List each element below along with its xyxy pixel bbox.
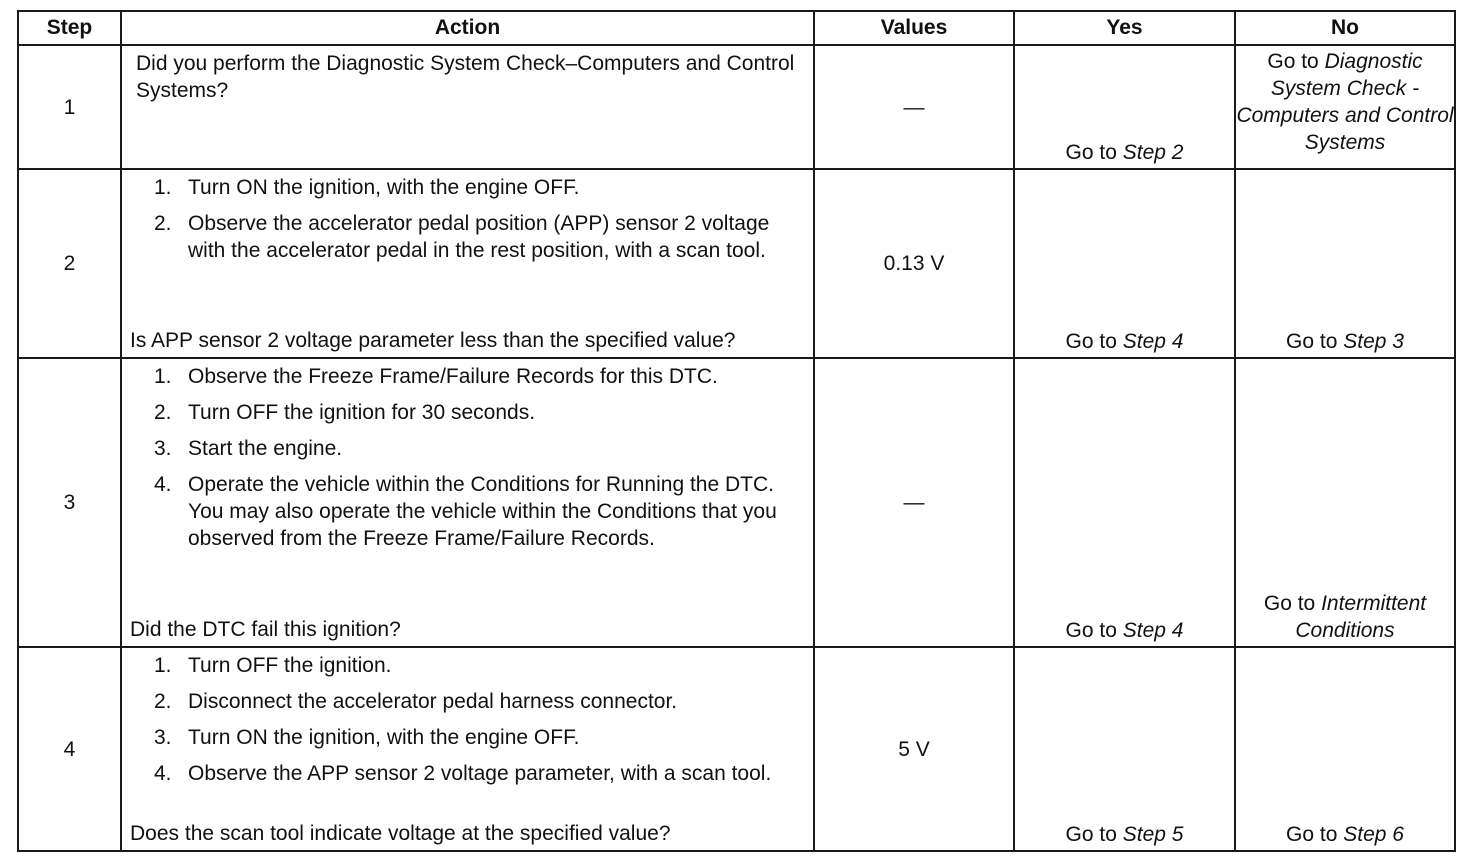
yes-prefix: Go to — [1065, 330, 1117, 353]
yes-link[interactable]: Step 4 — [1122, 619, 1184, 642]
list-item: 2. Turn OFF the ignition for 30 seconds. — [154, 401, 536, 424]
action-question: Does the scan tool indicate voltage at the specified value? — [130, 822, 671, 845]
list-item: 1. Turn ON the ignition, with the engine OFF. — [154, 176, 580, 199]
table-row — [18, 358, 1455, 647]
diagnostic-table — [17, 10, 1456, 852]
value-cell: — — [814, 358, 1014, 647]
header-no: No — [1235, 11, 1455, 45]
no-cell — [1235, 45, 1455, 169]
action-cell — [121, 45, 814, 169]
yes-cell — [1014, 169, 1235, 358]
action-cell — [121, 169, 814, 358]
step-number: 4 — [18, 647, 121, 851]
value-cell: — — [814, 45, 1014, 169]
list-item: 3. Turn ON the ignition, with the engine OFF. — [154, 726, 580, 749]
header-step: Step — [18, 11, 121, 45]
yes-cell — [1014, 358, 1235, 647]
no-prefix: Go to — [1286, 330, 1338, 353]
yes-prefix: Go to — [1065, 823, 1117, 846]
action-steps — [130, 363, 805, 561]
table-row — [18, 45, 1455, 169]
no-link[interactable]: Intermittent Conditions — [1295, 592, 1427, 642]
yes-prefix: Go to — [1065, 619, 1117, 642]
list-item: 1. Observe the Freeze Frame/Failure Records for this DTC. — [154, 365, 718, 388]
no-cell — [1235, 647, 1455, 851]
yes-cell — [1014, 45, 1235, 169]
no-link[interactable]: Step 3 — [1343, 330, 1404, 353]
list-item: 2. Observe the accelerator pedal position (APP) sensor 2 voltage with the accelerator pedal in the rest position, with a scan tool. — [154, 212, 770, 262]
no-prefix: Go to — [1263, 592, 1316, 615]
yes-link[interactable]: Step 5 — [1122, 823, 1184, 846]
yes-link[interactable]: Step 2 — [1122, 141, 1184, 164]
action-steps — [130, 174, 805, 273]
action-question: Is APP sensor 2 voltage parameter less than the specified value? — [130, 329, 736, 352]
list-item: 3. Start the engine. — [154, 437, 343, 460]
action-cell — [121, 647, 814, 851]
value-cell: 0.13 V — [814, 169, 1014, 358]
action-cell — [121, 358, 814, 647]
yes-prefix: Go to — [1065, 141, 1117, 164]
value-cell: 5 V — [814, 647, 1014, 851]
table-row — [18, 169, 1455, 358]
no-prefix: Go to — [1267, 50, 1319, 73]
list-item: 4. Operate the vehicle within the Conditions for Running the DTC. You may also operate the vehicle within the Conditions that you observed from the Freeze Frame/Failure Records. — [154, 473, 777, 550]
no-link[interactable]: Diagnostic System Check - Computers and Control Systems — [1236, 50, 1454, 154]
no-link[interactable]: Step 6 — [1343, 823, 1404, 846]
header-yes: Yes — [1014, 11, 1235, 45]
action-question: Did the DTC fail this ignition? — [130, 618, 401, 641]
action-question: Did you perform the Diagnostic System Check–Computers and Control Systems? — [136, 52, 795, 102]
no-prefix: Go to — [1286, 823, 1338, 846]
header-action: Action — [121, 11, 814, 45]
yes-cell — [1014, 647, 1235, 851]
step-number: 1 — [18, 45, 121, 169]
list-item: 1. Turn OFF the ignition. — [154, 654, 392, 677]
action-steps — [130, 652, 805, 796]
no-cell — [1235, 169, 1455, 358]
table-row — [18, 647, 1455, 851]
yes-link[interactable]: Step 4 — [1122, 330, 1184, 353]
header-values: Values — [814, 11, 1014, 45]
step-number: 2 — [18, 169, 121, 358]
list-item: 4. Observe the APP sensor 2 voltage parameter, with a scan tool. — [154, 762, 772, 785]
no-cell — [1235, 358, 1455, 647]
list-item: 2. Disconnect the accelerator pedal harness connector. — [154, 690, 678, 713]
header-row — [18, 11, 1455, 45]
step-number: 3 — [18, 358, 121, 647]
